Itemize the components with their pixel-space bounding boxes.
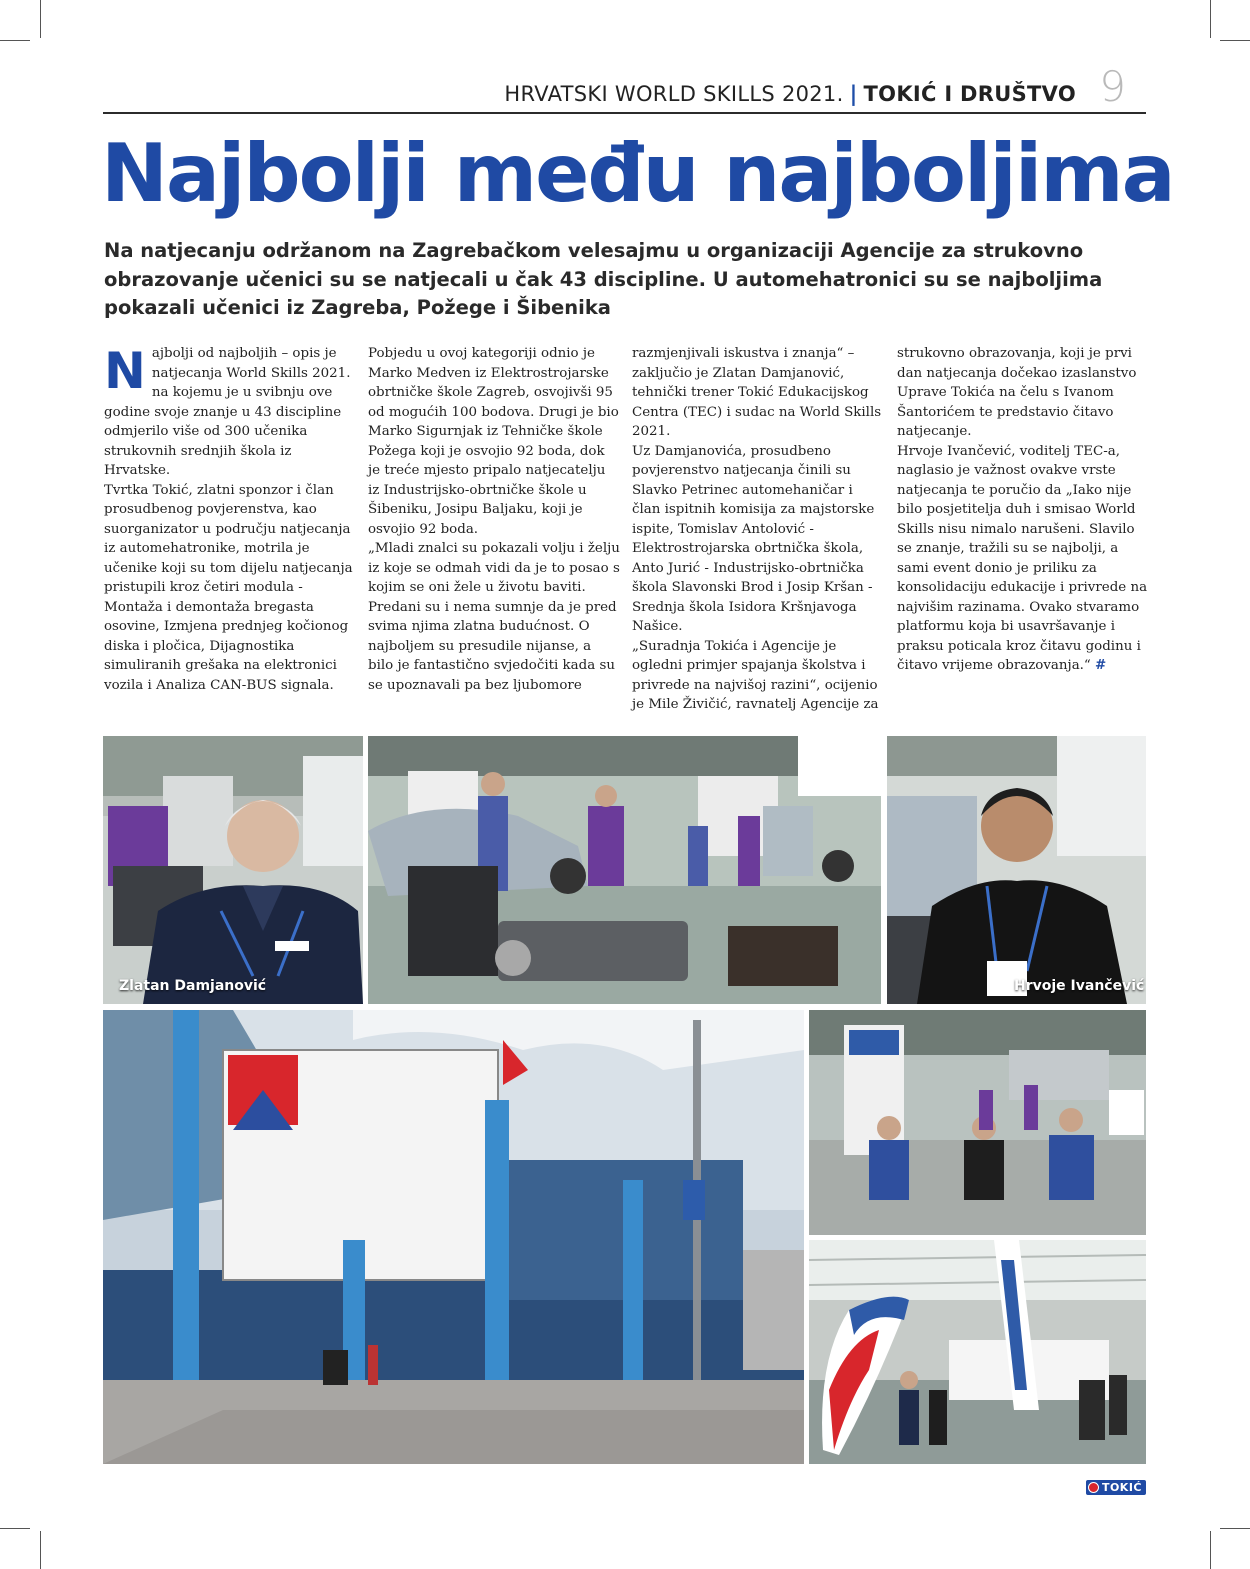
photo-worldskills-banners (809, 1240, 1146, 1464)
article-title: Najbolji među najboljima (101, 127, 1174, 220)
article-lead: Na natjecanju održanom na Zagrebačkom velesajmu u organizaciji Agencije za strukovno obrazovanje učenici su se natjecali u čak 43 discipline. U automehatronici su se najboljima pokazali učenici iz Zagreba, Požege i Šibenika (104, 239, 1103, 319)
photo-hrvoje-ivancevic (887, 736, 1146, 1004)
crop-mark (1220, 40, 1250, 41)
photo-caption: Zlatan Damjanović (119, 978, 267, 994)
photo-illustration (103, 1010, 804, 1464)
tokic-logo (1086, 1480, 1146, 1495)
text-column-4 (897, 344, 1149, 676)
tokic-logo-mark (1088, 1482, 1099, 1493)
photo-workshop-competitors (368, 736, 881, 1004)
paragraph: „Mladi znalci su pokazali volju i želju iz koje se odmah vidi da je to posao s kojim se oni žele u životu baviti. Predani su i nema sumnje da je pred svima njima zlatna budućnost. O najboljem su presudile nijanse, a bilo je fantastično svjedočiti kada su se upoznavali pa bez ljubomore (368, 541, 620, 693)
paragraph: „Suradnja Tokića i Agencije je ogledni primjer spajanja školstva i privrede na najvišoj razini“, ocijenio je Mile Živičić, ravnatelj Agencije za (632, 638, 879, 712)
page-header (103, 62, 1146, 114)
paragraph: Tvrtka Tokić, zlatni sponzor i član prosudbenog povjerenstva, kao suorganizator u području natjecanja iz automehatronike, motrila je učenike koji su tom dijelu natjecanja pristupili kroz četiri modula - Montaža i demontaža bregasta osovine, Izmjena prednjeg kočionog diska i pločica, Dijagnostika simuliranih grešaka na elektronici vozila i Analiza CAN-BUS signala. (104, 482, 353, 693)
text-column-2 (368, 344, 620, 695)
crop-mark (0, 40, 30, 41)
photo-illustration (368, 736, 881, 1004)
paragraph: razmjenjivali iskustva i znanja“ – zaključio je Zlatan Damjanović, tehnički trener Tokić Edukacijskog Centra (TEC) i sudac na World Skills 2021. (632, 346, 882, 439)
end-mark: # (1095, 658, 1107, 673)
crop-mark (1210, 1531, 1211, 1569)
photo-caption: Hrvoje Ivančević (1014, 978, 1145, 994)
paragraph: Uz Damjanovića, prosudbeno povjerenstvo natjecanja činili su Slavko Petrinec automehaničar i član ispitnih komisija za majstorske ispite, Tomislav Antolović - Elektrostrojarska obrtnička škola, Anto Jurić - Industrijsko-obrtnička škola Slavonski Brod i Josip Kršan - Srednja škola Isidora Kršnjavoga Našice. (632, 443, 875, 634)
header-section-line (504, 82, 1076, 106)
photo-zagreb-fair-entrance (103, 1010, 804, 1464)
crop-mark (40, 0, 41, 38)
photo-zlatan-damjanovic (103, 736, 363, 1004)
text-column-3 (632, 344, 884, 715)
photo-illustration (103, 736, 363, 1004)
text-column-1 (104, 344, 356, 695)
page-number: 9 (1099, 62, 1126, 111)
tokic-logo-text: TOKIĆ (1101, 1481, 1142, 1494)
paragraph: Pobjedu u ovoj kategoriji odnio je Marko Medven iz Elektrostrojarske obrtničke škole Zagreb, osvojivši 95 od mogućih 100 bodova. Drugi je bio Marko Sigurnjak iz Tehničke škole Požega koji je osvojio 92 boda, dok je treće mjesto pripalo natjecatelju iz Industrijsko-obrtničke škole u Šibeniku, Josipu Baljaku, koji je osvojio 92 boda. (368, 346, 619, 537)
paragraph: Hrvoje Ivančević, voditelj TEC-a, naglasio je važnost ovakve vrste natjecanja te poručio da „Iako nije bilo posjetitelja duh i smisao World Skills nisu nimalo narušeni. Slavilo se znanje, tražili su se najbolji, a sami event donio je priliku za konsolidaciju edukacije i privrede na najvišim razinama. Ovako stvaramo platformu koja bi usavršavanje i praksu poticala kroz čitavu godinu i čitavo vrijeme obrazovanja.“ (897, 443, 1148, 673)
paragraph: ajbolji od najboljih – opis je natjecanja World Skills 2021. na kojemu je u svibnju ove godine svoje znanje u 43 discipline odmjerilo više od 300 učenika strukovnih srednjih škola iz Hrvatske. (104, 346, 351, 478)
crop-mark (1220, 1528, 1250, 1529)
photo-illustration (887, 736, 1146, 1004)
header-brand: TOKIĆ I DRUŠTVO (863, 82, 1076, 106)
header-separator: | (849, 82, 858, 106)
dropcap: N (104, 342, 146, 400)
paragraph: strukovno obrazovanja, koji je prvi dan natjecanja dočekao izaslanstvo Uprave Tokića na čelu s Ivanom Šantorićem te predstavio čitavo natjecanje. (897, 346, 1137, 439)
photo-illustration (809, 1010, 1146, 1235)
photo-tec-stand (809, 1010, 1146, 1235)
crop-mark (0, 1528, 30, 1529)
header-section: HRVATSKI WORLD SKILLS 2021. (504, 82, 844, 106)
crop-mark (1210, 0, 1211, 38)
photo-illustration (809, 1240, 1146, 1464)
crop-mark (40, 1531, 41, 1569)
